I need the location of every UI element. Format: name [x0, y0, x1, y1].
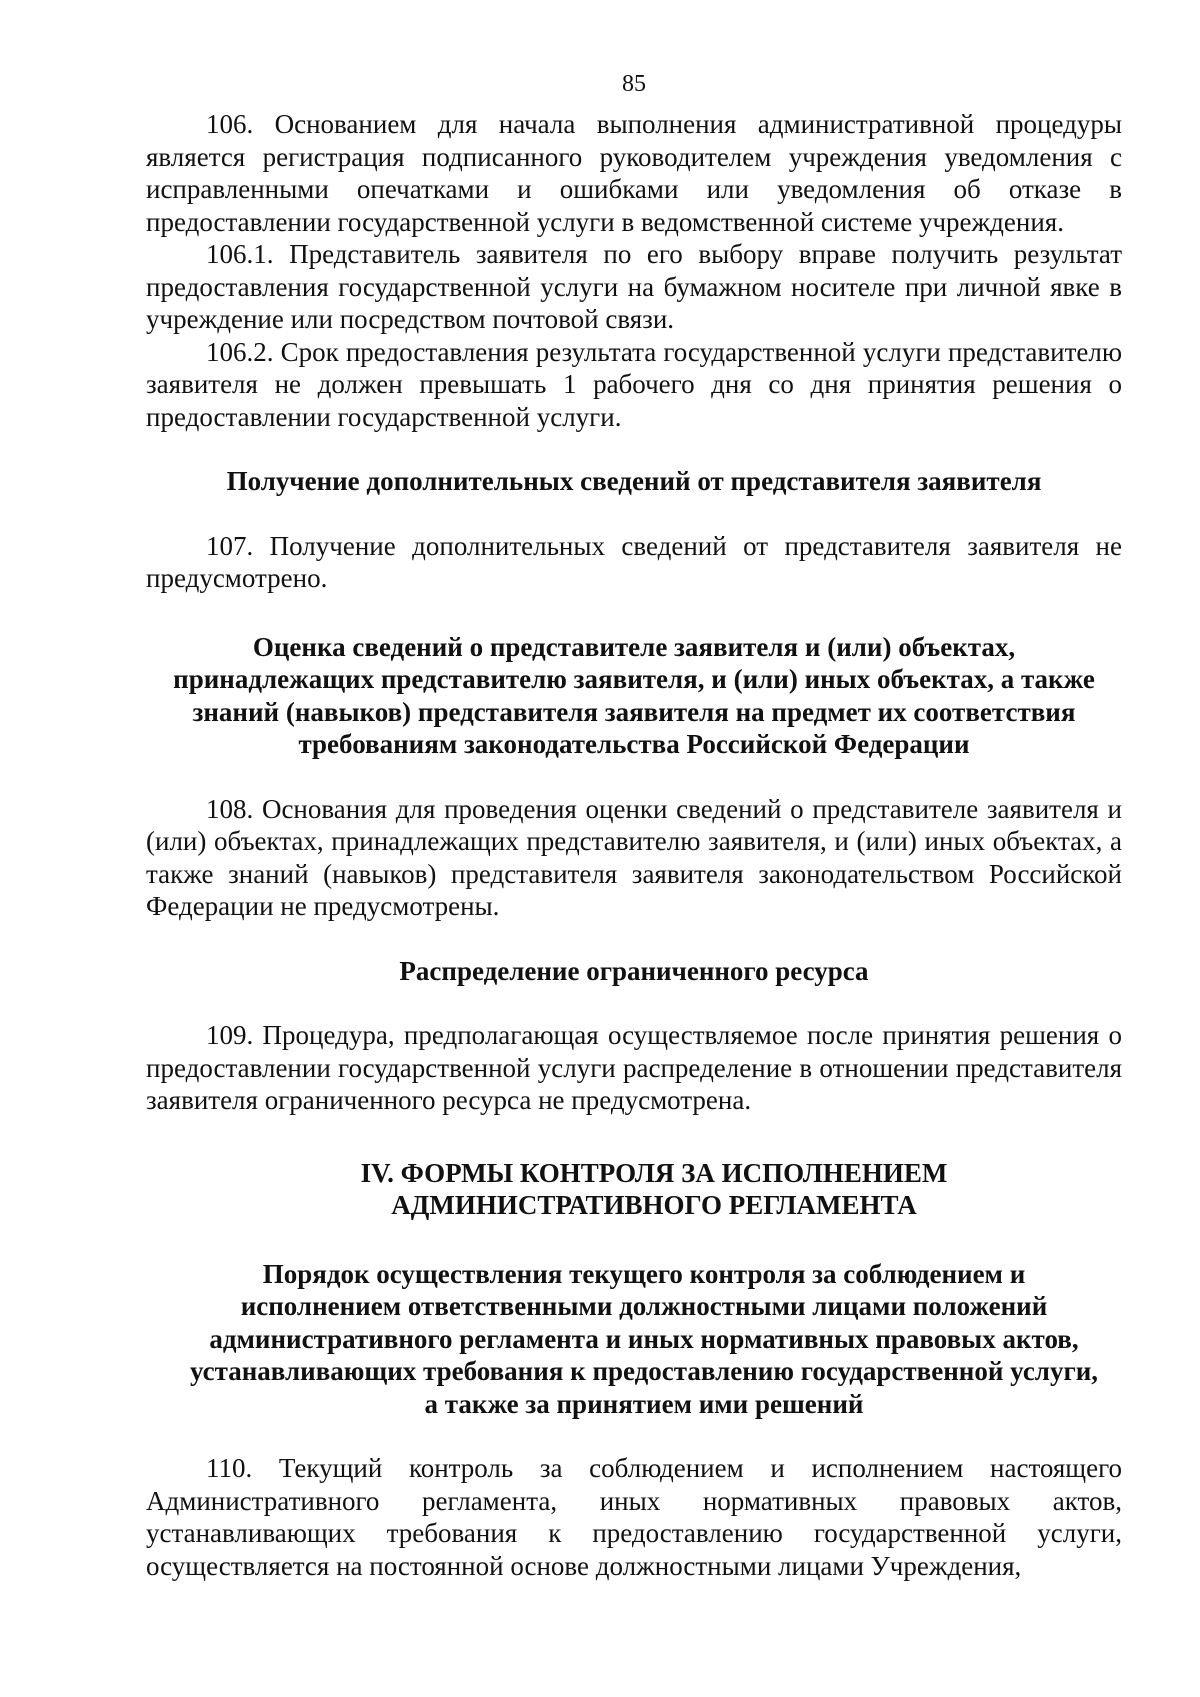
section-iv-title: [146, 1157, 1122, 1222]
paragraph-108: 108. Основания для проведения оценки сведений о представителе заявителя и (или) объектах, принадлежащих представителю заявителя, и (или) иных объектах, а также знаний (навыков) представителя заявителя законодательством Российской Федерации не предусмотрены.: [146, 793, 1122, 921]
heading-assessment-line: Оценка сведений о представителе заявителя и (или) объектах,: [252, 631, 1016, 662]
paragraph-106-1: 106.1. Представитель заявителя по его выбору вправе получить результат предоставления государственной услуги на бумажном носителе при личной явке в учреждение или посредством почтовой связи.: [146, 239, 1122, 334]
paragraph-106-2: 106.2. Срок предоставления результата государственной услуги представителю заявителя не должен превышать 1 рабочего дня со дня принятия решения о предоставлении государственной услуги.: [146, 336, 1122, 432]
paragraph-106: 106. Основанием для начала выполнения административной процедуры является регистрация подписанного руководителем учреждения уведомления с исправленными опечатками и ошибками или уведомления об отказе в предоставлении государственной услуги в ведомственной системе учреждения.: [146, 109, 1122, 237]
heading-current-control-line: административного регламента и иных нормативных правовых актов,: [209, 1323, 1079, 1354]
heading-current-control-line: Порядок осуществления текущего контроля за соблюдением и: [262, 1258, 1026, 1289]
heading-current-control-line: исполнением ответственными должностными лицами положений: [240, 1291, 1048, 1321]
heading-assessment-line: принадлежащих представителю заявителя, и (или) иных объектах, а также: [173, 664, 1095, 694]
paragraph-109: 109. Процедура, предполагающая осуществляемое после принятия решения о предоставлении государственной услуги распределение в отношении представителя заявителя ограниченного ресурса не предусмотрена.: [146, 1020, 1122, 1115]
heading-resource: Распределение ограниченного ресурса: [399, 955, 869, 986]
page-number: 85: [622, 71, 646, 97]
heading-current-control-line: устанавливающих требования к предоставлению государственной услуги,: [189, 1356, 1099, 1386]
paragraph-107: 107. Получение дополнительных сведений от представителя заявителя не предусмотрено.: [146, 530, 1122, 593]
heading-current-control-line: а также за принятием ими решений: [424, 1388, 864, 1419]
heading-assessment: [146, 631, 1122, 761]
document-page: [146, 68, 1122, 1582]
paragraph-110: 110. Текущий контроль за соблюдением и исполнением настоящего Административного регламента, иных нормативных правовых актов, устанавливающих требования к предоставлению государственной услуги, осуществляется на постоянной основе должностными лицами Учреждения,: [146, 1453, 1122, 1581]
heading-additional-info: Получение дополнительных сведений от представителя заявителя: [226, 466, 1042, 496]
section-iv-title-line: IV. ФОРМЫ КОНТРОЛЯ ЗА ИСПОЛНЕНИЕМ: [360, 1157, 948, 1188]
heading-assessment-line: требованиям законодательства Российской Федерации: [298, 729, 970, 759]
section-iv-title-line: АДМИНИСТРАТИВНОГО РЕГЛАМЕНТА: [391, 1190, 917, 1220]
heading-current-control: [146, 1258, 1122, 1421]
heading-assessment-line: знаний (навыков) представителя заявителя на предмет их соответствия: [192, 696, 1076, 727]
